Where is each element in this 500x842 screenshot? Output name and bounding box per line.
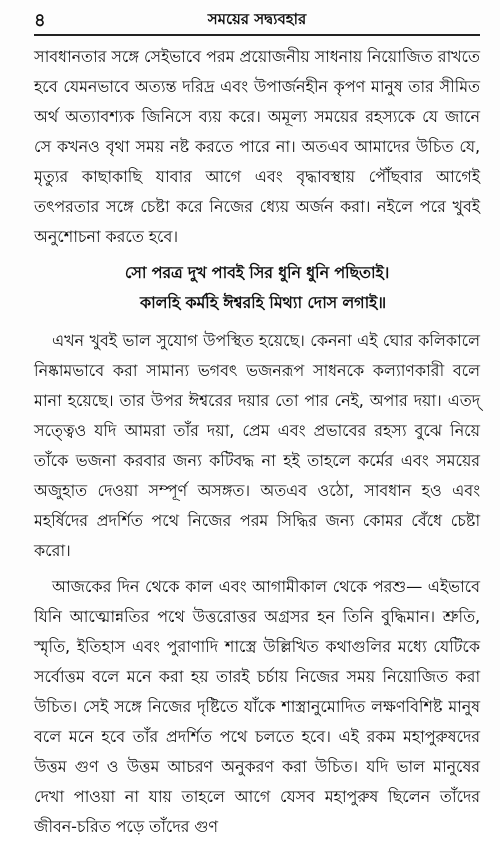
page-header [34, 4, 480, 36]
verse-block [34, 258, 480, 318]
paragraph-2: এখন খুবই ভাল সুযোগ উপস্থিত হয়েছে। কেননা এই ঘোর কলিকালে নিষ্কামভাবে করা সামান্য ভগবৎ ভজনরূপ সাধনকে কল্যাণকারী বলে মানা হয়েছে। তার উপর ঈশ্বরের দয়ার তো পার নেই, অপার দয়া। এতদ্ সত্ত্বেও যদি আমরা তাঁর দয়া, প্রেম এবং প্রভাবের রহস্য বুঝে নিয়ে তাঁকে ভজনা করবার জন্য কটিবদ্ধ না হই তাহলে কর্মের এবং সময়ের অজুহাত দেওয়া সম্পূর্ণ অসঙ্গত। অতএব ওঠো, সাবধান হও এবং মহর্ষিদের প্রদর্শিত পথে নিজের পরম সিদ্ধির জন্য কোমর বেঁধে চেষ্টা করো। [34, 331, 480, 560]
paragraph-3: আজকের দিন থেকে কাল এবং আগামীকাল থেকে পরশু— এইভাবে যিনি আত্মোন্নতির পথে উত্তরোত্তর অগ্রসর হন তিনি বুদ্ধিমান। শ্রুতি, স্মৃতি, ইতিহাস এবং পুরাণাদি শাস্ত্রে উল্লিখিত কথাগুলির মধ্যে যেটিকে সর্বোত্তম বলে মনে করা হয় তারই চর্চায় নিজের সময় নিয়োজিত করা উচিত। সেই সঙ্গে নিজের দৃষ্টিতে যাঁকে শাস্ত্রানুমোদিত লক্ষণবিশিষ্ট মানুষ বলে মনে হবে তাঁর প্রদর্শিত পথে চলতে হবে। এই রকম মহাপুরুষদের উত্তম গুণ ও উত্তম আচরণ অনুকরণ করা উচিত। যদি ভাল মানুষের দেখা পাওয়া না যায় তাহলে আগে যেসব মহাপুরুষ ছিলেন তাঁদের জীবন-চরিত পড়ে তাঁদের গুণ [34, 577, 480, 836]
page-number: ৪ [34, 10, 46, 31]
paragraph-1: সাবধানতার সঙ্গে সেইভাবে পরম প্রয়োজনীয় সাধনায় নিয়োজিত রাখতে হবে যেমনভাবে অত্যন্ত দরিদ্র এবং উপার্জনহীন কৃপণ মানুষ তার সীমিত অর্থ অত্যাবশ্যক জিনিসে ব্যয় করে। অমূল্য সময়ের রহস্যকে যে জানে সে কখনও বৃথা সময় নষ্ট করতে পারে না। অতএব আমাদের উচিত যে, মৃত্যুর কাছাকাছি যাবার আগে এবং বৃদ্ধাবস্থায় পৌঁছবার আগেই তৎপরতার সঙ্গে চেষ্টা করে নিজের ধ্যেয় অর্জন করা। নইলে পরে খুবই অনুশোচনা করতে হবে। [34, 47, 480, 246]
running-title: সময়ের সদ্ব্যবহার [207, 10, 307, 28]
verse-line-2: কালহি কর্মহি ঈশ্বরহি মিথ্যা দোস লগাই॥ [139, 293, 387, 312]
page-body [34, 42, 480, 842]
verse-line-1: সো পরত্র দুখ পাবই সির ধুনি ধুনি পছিতাই। [124, 263, 390, 282]
